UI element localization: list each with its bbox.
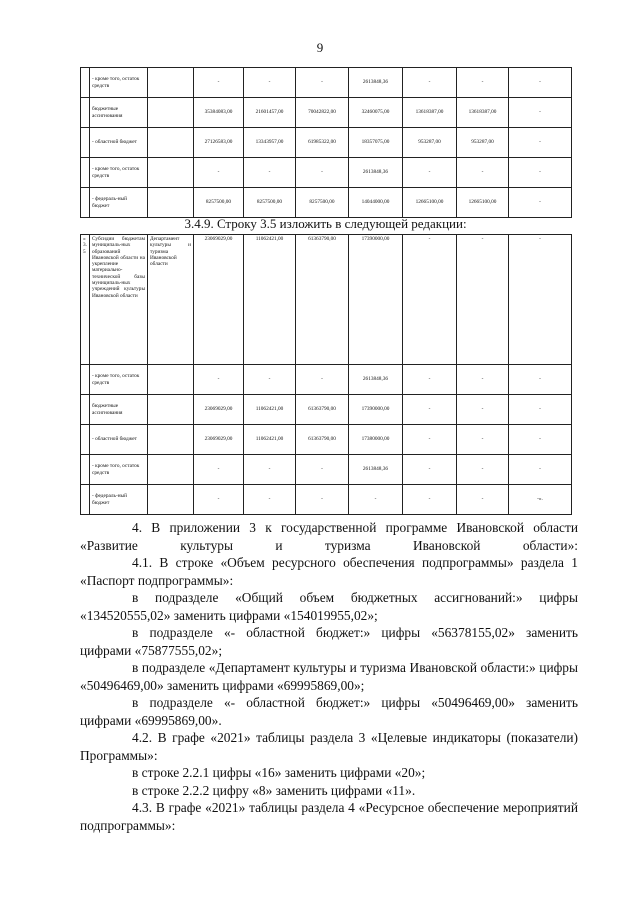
- table-cell: -: [403, 365, 457, 395]
- table-cell: -: [403, 455, 457, 485]
- main-value: -: [457, 235, 509, 365]
- table-cell: 953287,00: [457, 128, 509, 158]
- table-row: [81, 68, 572, 98]
- main-value: 23069029,00: [194, 235, 244, 365]
- table-cell: -: [194, 365, 244, 395]
- table-cell: -: [296, 365, 349, 395]
- row-label: - федераль-ный бюджет: [90, 485, 148, 515]
- paragraph-4-1: 4.1. В строке «Объем ресурсного обеспечения подпрограммы» раздела 1 «Паспорт подпрограммы»:: [80, 555, 578, 588]
- paragraph-4-1-a: в подразделе «Общий объем бюджетных ассигнований:» цифры «134520555,02» заменить цифрами «154019955,02»;: [80, 590, 578, 623]
- table-cell: 953287,00: [403, 128, 457, 158]
- table-cell: -: [457, 395, 509, 425]
- table-cell: 11062421,00: [244, 395, 296, 425]
- table2-body: [81, 235, 572, 515]
- table-cell: 2613848,36: [349, 455, 403, 485]
- table-cell: 13618387,00: [403, 98, 457, 128]
- table-cell: -: [457, 365, 509, 395]
- table-row: [81, 455, 572, 485]
- table-cell-empty: [81, 455, 90, 485]
- table-cell-empty: [81, 188, 90, 218]
- paragraph-4-2-b: в строке 2.2.2 цифру «8» заменить цифрами «11».: [132, 783, 416, 798]
- paragraph-4-1-b: в подразделе «- областной бюджет:» цифры «56378155,02» заменить цифрами «75877555,02»;: [80, 625, 578, 658]
- table-row-main: [81, 235, 572, 365]
- table-cell-empty: [148, 395, 194, 425]
- table-cell: -: [296, 68, 349, 98]
- table-cell: 35384083,00: [194, 98, 244, 128]
- main-value: 61363790,00: [296, 235, 349, 365]
- table-cell-empty: [148, 425, 194, 455]
- table-cell: 61985322,00: [296, 128, 349, 158]
- table-cell-empty: [81, 365, 90, 395]
- table1-body: [81, 68, 572, 218]
- table-cell: -: [509, 158, 572, 188]
- table-cell: -: [349, 485, 403, 515]
- paragraph-4: 4. В приложении 3 к государственной программе Ивановской области «Развитие культуры и туризма Ивановской области»:: [80, 520, 578, 553]
- table-cell-empty: [81, 485, 90, 515]
- table-cell: -: [296, 485, 349, 515]
- table-cell: 70042822,00: [296, 98, 349, 128]
- table-cell: [148, 68, 194, 98]
- table-cell: -: [244, 455, 296, 485]
- table-cell: -: [509, 128, 572, 158]
- page-number: 9: [316, 40, 324, 55]
- table-row: [81, 425, 572, 455]
- table-cell: 13618387,00: [457, 98, 509, 128]
- table-cell: -: [457, 68, 509, 98]
- table-cell: 61363790,00: [296, 395, 349, 425]
- table-cell: -: [244, 485, 296, 515]
- table-cell: -: [296, 455, 349, 485]
- table-cell: -: [509, 395, 572, 425]
- row-label: - областной бюджет: [90, 425, 148, 455]
- table-cell: -: [509, 365, 572, 395]
- table-cell: 61363790,00: [296, 425, 349, 455]
- row-label: - кроме того, остаток средств: [90, 455, 148, 485]
- table-cell: 23069029,00: [194, 425, 244, 455]
- row-label: - кроме того, остаток средств: [90, 365, 148, 395]
- table-cell: 17390000,00: [349, 395, 403, 425]
- table-cell: -: [457, 455, 509, 485]
- table-cell-empty: [81, 158, 90, 188]
- table-row: [81, 395, 572, 425]
- table-cell: 8257500,00: [296, 188, 349, 218]
- table-cell-empty: [81, 98, 90, 128]
- main-value: -: [403, 235, 457, 365]
- table-cell: 18357075,00: [349, 128, 403, 158]
- table-cell-empty: [81, 425, 90, 455]
- row-executor: Департамент культуры и туризма Ивановской области: [148, 235, 194, 365]
- row-label: бюджетные ассигнования: [90, 395, 148, 425]
- table-cell: 12665100,00: [403, 188, 457, 218]
- table-cell: -: [509, 455, 572, 485]
- table-cell: -: [509, 188, 572, 218]
- table-cell: -: [403, 485, 457, 515]
- table-row: [81, 158, 572, 188]
- table-cell: -: [244, 68, 296, 98]
- table-cell: -: [457, 485, 509, 515]
- table-cell: 2613848,36: [349, 158, 403, 188]
- table-cell: 14044000,00: [349, 188, 403, 218]
- paragraph-4-2: 4.2. В графе «2021» таблицы раздела 3 «Целевые индикаторы (показатели) Программы»:: [80, 730, 578, 763]
- table-cell: 13343957,00: [244, 128, 296, 158]
- paragraph-4-1-d: в подразделе «- областной бюджет:» цифры «50496469,00» заменить цифрами «69995869,00».: [80, 695, 578, 728]
- row-3-5-table: [80, 234, 572, 515]
- table-cell: 11062421,00: [244, 425, 296, 455]
- table-cell: 8257500,00: [194, 188, 244, 218]
- table-cell: [148, 188, 194, 218]
- table-cell: -: [403, 395, 457, 425]
- table-cell: -: [509, 98, 572, 128]
- table-cell: 8257500,00: [244, 188, 296, 218]
- table-cell: -: [457, 425, 509, 455]
- table-cell: 23069029,00: [194, 395, 244, 425]
- table-cell: -: [403, 68, 457, 98]
- row-main-label: Субсидии бюджетам муниципаль-ных образований Ивановской области на укрепление материально-технической базы муниципаль-ных учреждений культуры Ивановской области: [90, 235, 148, 365]
- table-cell: -: [244, 158, 296, 188]
- paragraph-4-3: 4.3. В графе «2021» таблицы раздела 4 «Ресурсное обеспечение мероприятий подпрограммы»:: [80, 800, 578, 833]
- table-row: [81, 128, 572, 158]
- paragraph-4-1-c: в подразделе «Департамент культуры и туризма Ивановской области:» цифры «50496469,00» заменить цифрами «69995869,00»;: [80, 660, 578, 693]
- table-cell-empty: [148, 455, 194, 485]
- table-row: [81, 485, 572, 515]
- main-value: 17390000,00: [349, 235, 403, 365]
- table-cell-empty: [148, 365, 194, 395]
- table-cell: 12665100,00: [457, 188, 509, 218]
- table-cell: -: [244, 365, 296, 395]
- table-cell: -: [457, 158, 509, 188]
- row-label: - областной бюджет: [90, 128, 148, 158]
- table-cell-empty: [81, 128, 90, 158]
- table-cell-empty: [81, 68, 90, 98]
- main-value: -: [509, 235, 572, 365]
- table-cell: 32460075,00: [349, 98, 403, 128]
- table-cell-empty: [148, 485, 194, 515]
- table-cell: 2613848,36: [349, 365, 403, 395]
- row-label: - федераль-ный бюджет: [90, 188, 148, 218]
- table-row: [81, 365, 572, 395]
- table-row: [81, 188, 572, 218]
- row-code: «3.5: [81, 235, 90, 365]
- table-cell: -».: [509, 485, 572, 515]
- table-cell: -: [403, 158, 457, 188]
- table-row: [81, 98, 572, 128]
- table-cell: -: [296, 158, 349, 188]
- table-cell: [148, 158, 194, 188]
- row-label: - кроме того, остаток средств: [90, 158, 148, 188]
- budget-table-continuation: [80, 67, 572, 218]
- table-cell: -: [194, 485, 244, 515]
- table-cell: 17380000,00: [349, 425, 403, 455]
- table-cell: 21601457,00: [244, 98, 296, 128]
- table-cell: 27126583,00: [194, 128, 244, 158]
- table-cell: [148, 98, 194, 128]
- row-label: бюджетные ассигнования: [90, 98, 148, 128]
- table-cell: -: [403, 425, 457, 455]
- table-cell: -: [194, 158, 244, 188]
- paragraph-4-2-a: в строке 2.2.1 цифры «16» заменить цифрами «20»;: [132, 765, 426, 780]
- table-cell: 2613848,36: [349, 68, 403, 98]
- table-cell-empty: [81, 395, 90, 425]
- table-cell: -: [194, 68, 244, 98]
- table-cell: [148, 128, 194, 158]
- row-label: - кроме того, остаток средств: [90, 68, 148, 98]
- table-cell: -: [194, 455, 244, 485]
- table-cell: -: [509, 425, 572, 455]
- main-value: 11062421,00: [244, 235, 296, 365]
- table-cell: -: [509, 68, 572, 98]
- section-heading-349: 3.4.9. Строку 3.5 изложить в следующей редакции:: [184, 216, 467, 231]
